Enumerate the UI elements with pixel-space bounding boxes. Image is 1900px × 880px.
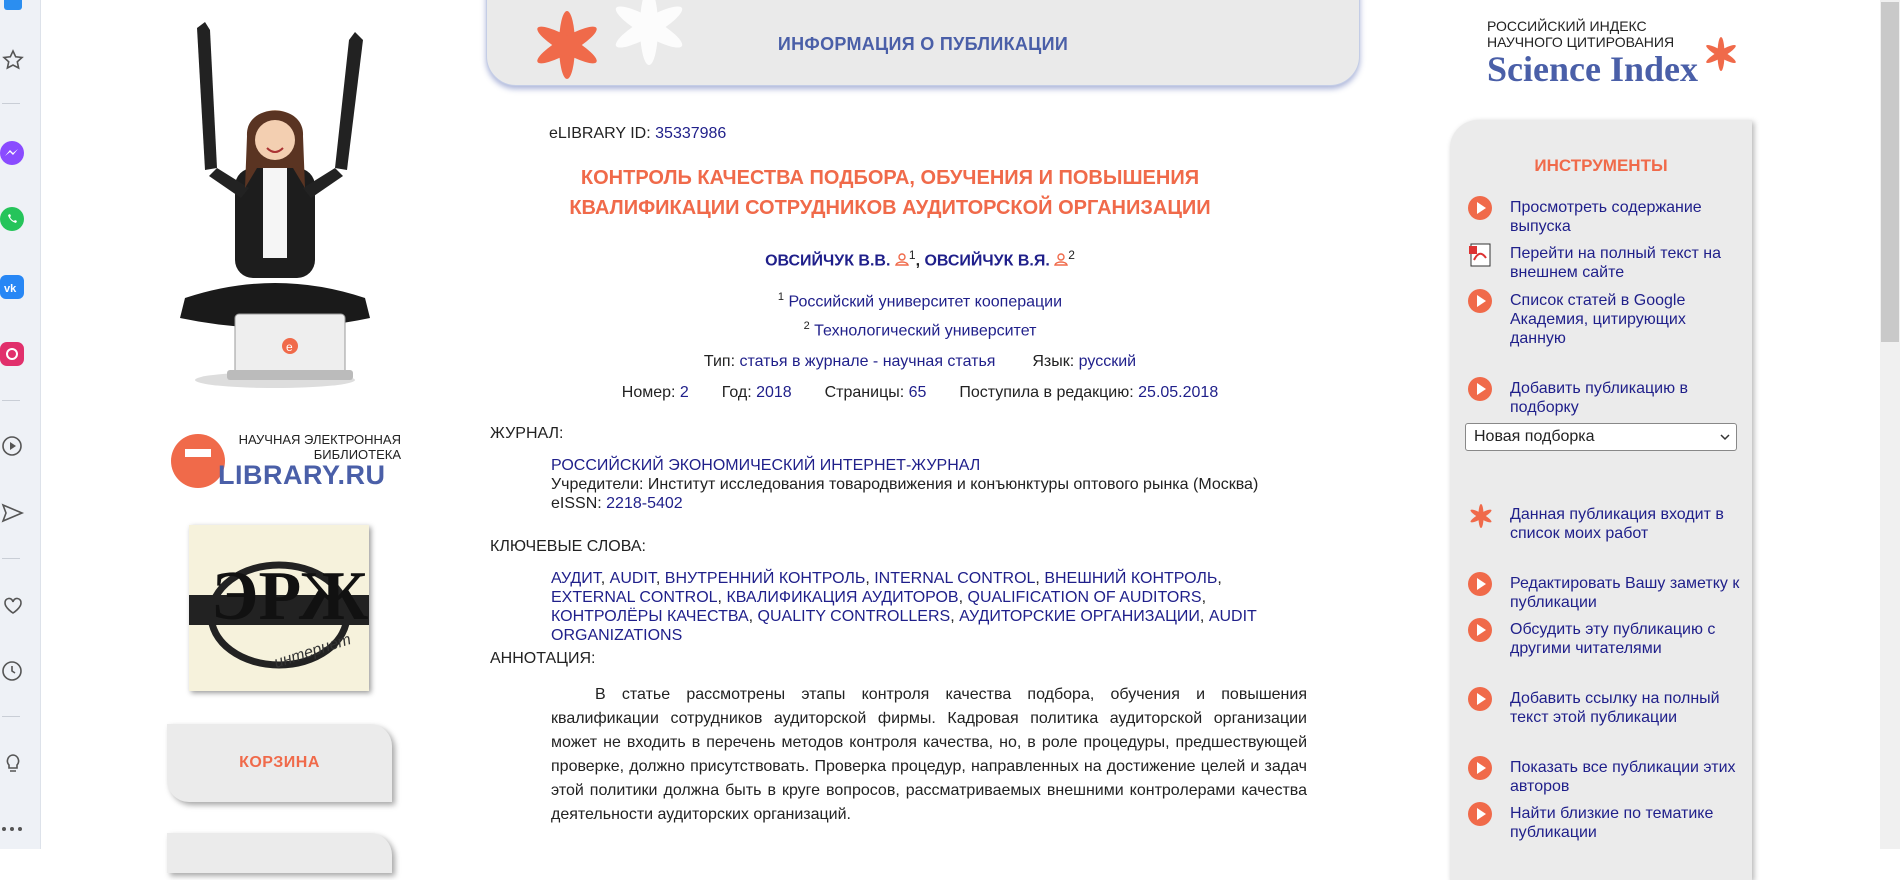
browser-sidebar — [0, 0, 41, 849]
eissn-row: eISSN: 2218-5402 — [551, 495, 683, 512]
author-link[interactable]: ОВСИЙЧУК В.Я. — [924, 252, 1050, 270]
journal-name-link[interactable]: РОССИЙСКИЙ ЭКОНОМИЧЕСКИЙ ИНТЕРНЕТ-ЖУРНАЛ — [551, 457, 981, 474]
arrow-circle-icon — [1468, 802, 1492, 826]
elibrary-logo-brand: LIBRARY.RU — [218, 460, 386, 490]
keyword-link[interactable]: AUDIT ORGANIZATIONS — [551, 608, 1257, 644]
view-issue-link[interactable]: Просмотреть содержание выпуска — [1468, 198, 1743, 236]
divider — [2, 103, 20, 104]
num-label: Номер: — [621, 384, 676, 401]
arrow-circle-icon — [1468, 687, 1492, 711]
heart-icon[interactable] — [0, 592, 26, 618]
keyword-link[interactable]: QUALITY CONTROLLERS — [757, 608, 951, 625]
lang-label: Язык: — [1032, 353, 1075, 370]
affiliation-link[interactable]: Технологический университет — [814, 322, 1037, 340]
similar-publications-link[interactable]: Найти близкие по тематике публикации — [1468, 804, 1743, 842]
all-authors-publications-link[interactable]: Показать все публикации этих авторов — [1468, 758, 1743, 796]
discuss-link[interactable]: Обсудить эту публикацию с другими читателями — [1468, 620, 1743, 658]
divider — [2, 716, 20, 717]
star-icon[interactable] — [0, 47, 26, 73]
received-label: Поступила в редакцию: — [959, 384, 1134, 401]
keywords-heading: КЛЮЧЕВЫЕ СЛОВА: — [490, 538, 646, 555]
publication-main — [490, 0, 1350, 849]
keyword-link[interactable]: ВНУТРЕННИЙ КОНТРОЛЬ — [664, 570, 866, 587]
more-icon[interactable] — [0, 816, 26, 842]
science-index-logo[interactable] — [1487, 18, 1747, 98]
keyword-link[interactable]: АУДИТ — [551, 570, 601, 587]
author-profile-icon[interactable] — [895, 252, 909, 266]
year-value[interactable]: 2018 — [756, 384, 792, 401]
left-panel-next — [167, 833, 392, 873]
left-column — [155, 0, 400, 849]
keyword-link[interactable]: EXTERNAL CONTROL — [551, 589, 718, 606]
lang-value[interactable]: русский — [1078, 353, 1137, 370]
keyword-link[interactable]: INTERNAL CONTROL — [874, 570, 1036, 587]
google-scholar-link[interactable]: Список статей в Google Академия, цитирующих данную — [1468, 291, 1743, 348]
publication-title: КОНТРОЛЬ КАЧЕСТВА ПОДБОРА, ОБУЧЕНИЯ И ПОВЫШЕНИЯ КВАЛИФИКАЦИИ СОТРУДНИКОВ АУДИТОРСКОЙ ОРГАНИЗАЦИИ — [569, 167, 1211, 219]
journal-logo[interactable] — [189, 525, 369, 691]
affiliation-row: $^1$ Российский университет кооперации — [777, 291, 1063, 311]
author-sup: 1 — [908, 248, 916, 262]
add-fulltext-link[interactable]: Добавить ссылку на полный текст этой публикации — [1468, 689, 1743, 727]
asterisk-icon — [1701, 34, 1741, 74]
arrow-circle-icon — [1468, 196, 1492, 220]
elibrary-logo-e — [171, 434, 225, 488]
elibrary-logo[interactable] — [171, 430, 411, 492]
annotation-heading: АННОТАЦИЯ: — [490, 650, 596, 667]
messenger-icon[interactable] — [0, 140, 26, 166]
keyword-link[interactable]: КВАЛИФИКАЦИЯ АУДИТОРОВ — [726, 589, 959, 606]
num-value[interactable]: 2 — [679, 384, 689, 401]
keyword-link[interactable]: QUALIFICATION OF AUDITORS — [967, 589, 1202, 606]
edit-note-link[interactable]: Редактировать Вашу заметку к публикации — [1468, 574, 1743, 612]
authors: ОВСИЙЧУК В.В. $^1$, ОВСИЙЧУК В.Я. $^2$ — [765, 248, 1075, 270]
journal-logo-letters: ЭРЖ — [211, 558, 368, 635]
divider — [2, 400, 20, 401]
tools-heading: ИНСТРУМЕНТЫ — [1534, 156, 1668, 175]
eissn-value[interactable]: 2218-5402 — [606, 495, 683, 512]
whatsapp-icon[interactable] — [0, 206, 26, 232]
received-value: 25.05.2018 — [1138, 384, 1219, 401]
science-index-line2: НАУЧНОГО ЦИТИРОВАНИЯ — [1487, 34, 1675, 50]
instagram-icon[interactable] — [0, 341, 26, 367]
vk-icon[interactable] — [0, 274, 26, 300]
pdf-icon — [1468, 242, 1494, 268]
elibrary-logo-line2: БИБЛИОТЕКА — [313, 447, 401, 462]
affiliation-row: $^2$ Технологический университет — [803, 320, 1037, 340]
keyword-link[interactable]: AUDIT — [609, 570, 656, 587]
founders-value: Институт исследования товародвижения и конъюнктуры оптового рынка (Москва) — [647, 476, 1259, 493]
divider — [2, 558, 20, 559]
type-lang-row — [490, 353, 1350, 371]
page-title: ИНФОРМАЦИЯ О ПУБЛИКАЦИИ — [777, 34, 1069, 54]
year-label: Год: — [721, 384, 752, 401]
send-icon[interactable] — [0, 500, 26, 526]
app-icon[interactable] — [0, 0, 26, 18]
science-index-brand: Science Index — [1487, 49, 1698, 89]
journal-heading: ЖУРНАЛ: — [490, 425, 564, 442]
fulltext-link[interactable]: Перейти на полный текст на внешнем сайте — [1468, 244, 1743, 282]
arrow-circle-icon — [1468, 572, 1492, 596]
founders-row: Учредители: Институт исследования товародвижения и конъюнктуры оптового рынка (Москва) — [551, 476, 1259, 493]
elibrary-id-value[interactable]: 35337986 — [655, 125, 727, 142]
svg-text:e: e — [286, 340, 293, 354]
author-link[interactable]: ОВСИЙЧУК В.В. — [765, 252, 891, 270]
arrow-circle-icon — [1468, 289, 1492, 313]
type-value[interactable]: статья в журнале - научная статья — [739, 353, 996, 370]
affiliation-link[interactable]: Российский университет кооперации — [788, 293, 1063, 311]
arrow-circle-icon — [1468, 756, 1492, 780]
chevron-down-icon — [1720, 433, 1730, 441]
author-profile-icon[interactable] — [1054, 252, 1068, 266]
keyword-link[interactable]: КОНТРОЛЁРЫ КАЧЕСТВА — [551, 608, 749, 625]
annotation-text: В статье рассмотрены этапы контроля качества подбора, обучения и повышения квалификации сотрудников аудиторской фирмы. Кадровая политика аудиторской организации может не входить в перечень методов контроля качества, но, в роле процедуры, предшествующей проверке, должно присутствовать. Проверка процедур, направленных на достижение целей и задач этой политики должна быть в круге вопросов, рассматриваемых внешними контролерами качества деятельности аудиторских организаций. — [551, 686, 1307, 823]
issue-info-row — [490, 384, 1350, 402]
author-sup: 2 — [1068, 248, 1075, 262]
elibrary-id-label: eLIBRARY ID: — [549, 125, 651, 142]
keyword-link[interactable]: АУДИТОРСКИЕ ОРГАНИЗАЦИИ — [959, 608, 1200, 625]
lightbulb-icon[interactable] — [0, 751, 26, 777]
woman-laptop-illustration — [165, 18, 385, 393]
collection-select-value: Новая подборка — [1474, 428, 1595, 445]
type-label: Тип: — [703, 353, 736, 370]
journal-block — [551, 456, 1296, 513]
basket-label: КОРЗИНА — [239, 754, 320, 771]
collection-select[interactable] — [1465, 423, 1737, 451]
svg-text:vk: vk — [4, 283, 17, 295]
arrow-circle-icon — [1468, 377, 1492, 401]
science-index-line1: РОССИЙСКИЙ ИНДЕКС — [1487, 18, 1647, 34]
arrow-circle-icon — [1468, 618, 1492, 642]
keyword-link[interactable]: ВНЕШНИЙ КОНТРОЛЬ — [1044, 570, 1218, 587]
elibrary-logo-line1: НАУЧНАЯ ЭЛЕКТРОННАЯ — [238, 432, 401, 447]
history-icon[interactable] — [0, 658, 26, 684]
my-works-link[interactable]: Данная публикация входит в список моих работ — [1468, 505, 1743, 543]
pages-value: 65 — [908, 384, 927, 401]
scrollbar-thumb[interactable] — [1881, 2, 1899, 342]
tools-panel — [1450, 120, 1752, 880]
affiliations — [490, 285, 1350, 344]
pages-label: Страницы: — [824, 384, 905, 401]
add-to-collection-link[interactable]: Добавить публикацию в подборку — [1468, 379, 1743, 417]
elibrary-id — [549, 125, 726, 143]
play-icon[interactable] — [0, 433, 26, 459]
asterisk-icon — [1468, 503, 1494, 529]
journal-logo-sub: интернет — [272, 631, 354, 672]
basket-button[interactable] — [167, 724, 392, 802]
keywords-list: АУДИТ, AUDIT, ВНУТРЕННИЙ КОНТРОЛЬ, INTERNAL CONTROL, ВНЕШНИЙ КОНТРОЛЬ, EXTERNAL CONTROL, КВАЛИФИКАЦИЯ АУДИТОРОВ, QUALIFICATION OF AUDITORS, КОНТРОЛЁРЫ КАЧЕСТВА, QUALITY CONTROLLERS, АУДИТОРСКИЕ ОРГАНИЗАЦИИ, AUDIT ORGANIZATIONS — [551, 570, 1257, 644]
